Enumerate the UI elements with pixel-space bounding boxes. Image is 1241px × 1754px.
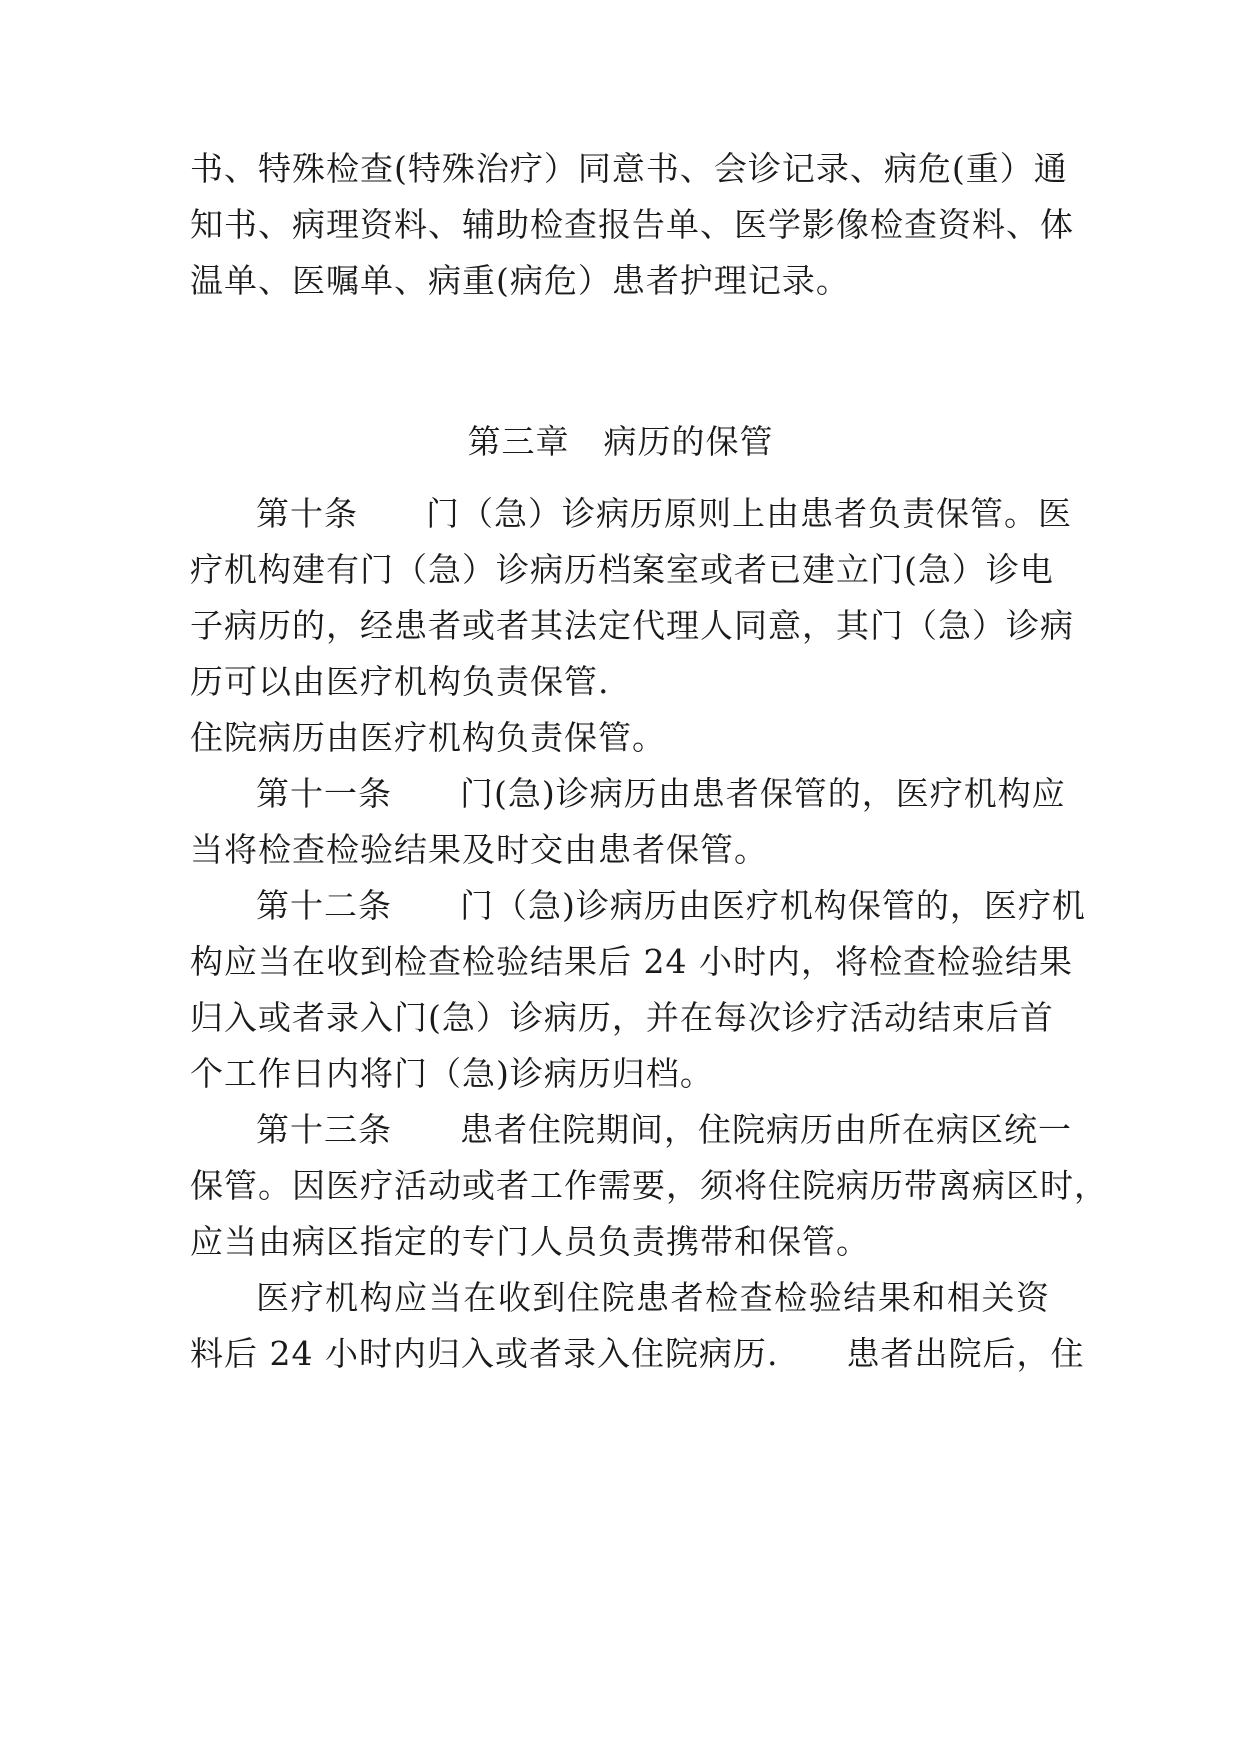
text-line: 疗机构建有门（急）诊病历档案室或者已建立门(急）诊电 [190,550,1054,589]
text-line: 子病历的，经患者或者其法定代理人同意，其门（急）诊病 [190,606,1074,645]
text-line: 保管。因医疗活动或者工作需要，须将住院病历带离病区时， [190,1166,1108,1205]
text-line: 个工作日内将门（急)诊病历归档。 [190,1054,714,1093]
text-line: 知书、病理资料、辅助检查报告单、医学影像检查资料、体 [190,205,1074,244]
text-line: 书、特殊检查(特殊治疗）同意书、会诊记录、病危(重）通 [190,149,1068,188]
text-line: 住院病历由医疗机构负责保管。 [190,718,666,757]
chapter-title: 第三章 病历的保管 [467,422,774,461]
text-line: 历可以由医疗机构负责保管. [190,662,610,701]
article-11-line: 第十一条 门(急)诊病历由患者保管的，医疗机构应 [256,774,1066,813]
text-line: 当将检查检验结果及时交由患者保管。 [190,830,768,869]
text-line: 应当由病区指定的专门人员负责携带和保管。 [190,1222,870,1261]
text-line: 料后 24 小时内归入或者录入住院病历. 患者出院后，住 [190,1334,1085,1373]
paragraph-line: 医疗机构应当在收到住院患者检查检验结果和相关资 [256,1278,1050,1317]
text-line: 温单、医嘱单、病重(病危）患者护理记录。 [190,261,850,300]
article-12-line: 第十二条 门（急)诊病历由医疗机构保管的，医疗机 [256,886,1086,925]
article-13-line: 第十三条 患者住院期间，住院病历由所在病区统一 [256,1110,1072,1149]
text-line: 构应当在收到检查检验结果后 24 小时内，将检查检验结果 [190,942,1073,981]
text-line: 归入或者录入门(急）诊病历，并在每次诊疗活动结束后首 [190,998,1054,1037]
article-10-line: 第十条 门（急）诊病历原则上由患者负责保管。医 [256,494,1072,533]
